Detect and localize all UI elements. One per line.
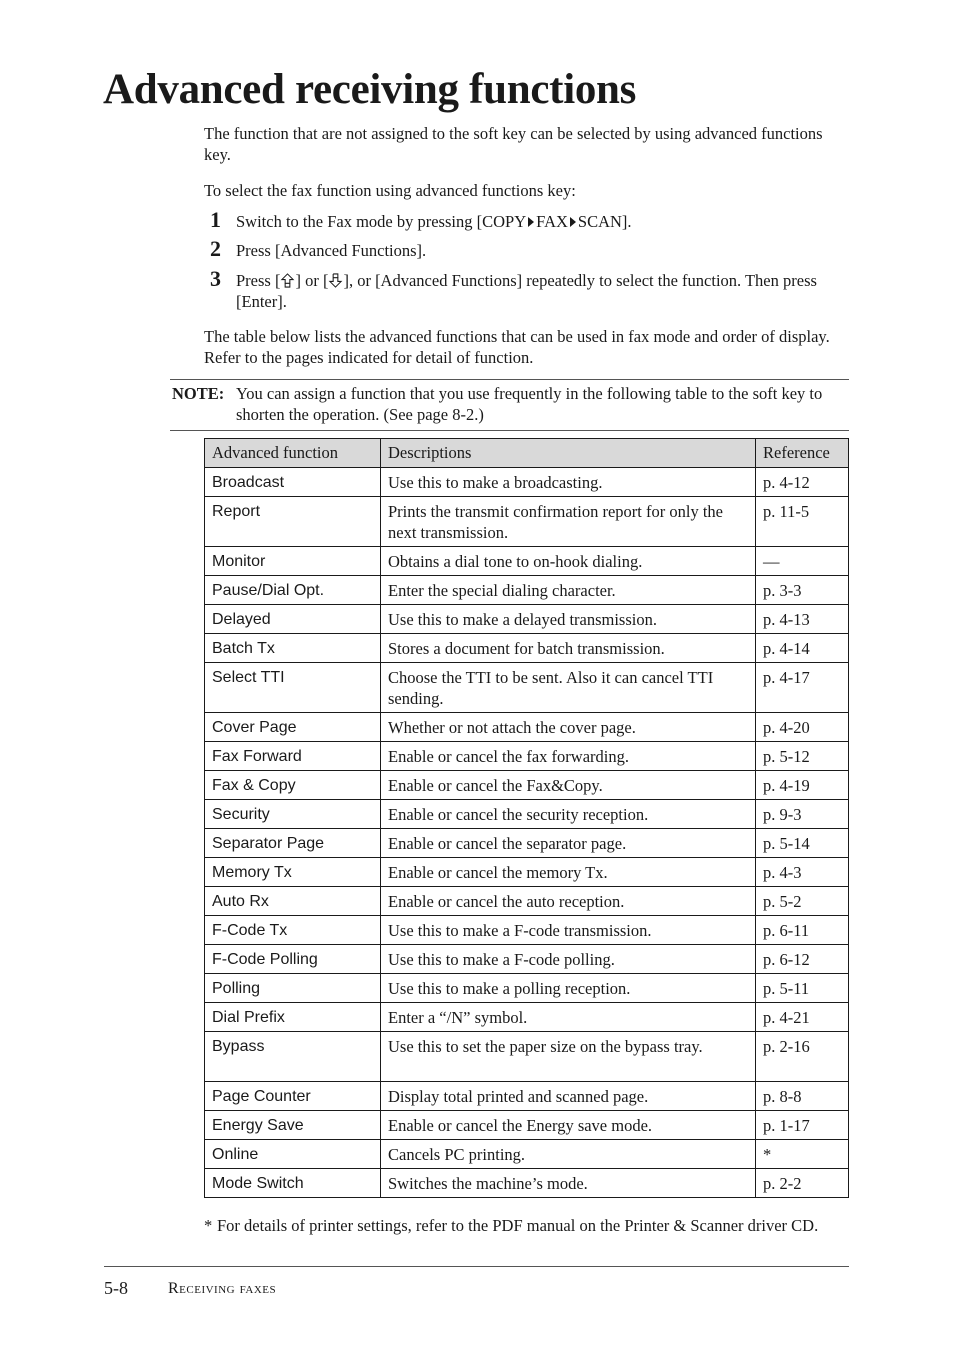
function-cell: Cover Page — [205, 713, 381, 742]
step-text-part: ], or [Advanced Functions] repeatedly to select the function. Then press [Enter]. — [236, 271, 817, 311]
function-cell: Online — [205, 1140, 381, 1169]
table-row — [205, 742, 849, 771]
step-number: 1 — [210, 207, 221, 232]
function-cell: Broadcast — [205, 468, 381, 497]
function-cell: Batch Tx — [205, 634, 381, 663]
reference-cell: p. 4-3 — [756, 858, 849, 887]
description-cell: Use this to make a F-code polling. — [381, 945, 756, 974]
description-cell: Cancels PC printing. — [381, 1140, 756, 1169]
footer-divider — [104, 1266, 849, 1267]
table-row — [205, 771, 849, 800]
step-number: 2 — [210, 236, 221, 261]
description-cell: Choose the TTI to be sent. Also it can cancel TTI sending. — [381, 663, 756, 713]
reference-cell: p. 8-8 — [756, 1082, 849, 1111]
function-cell: Select TTI — [205, 663, 381, 713]
table-row — [205, 663, 849, 713]
reference-cell: p. 3-3 — [756, 576, 849, 605]
step-text — [236, 211, 836, 232]
description-cell: Enable or cancel the security reception. — [381, 800, 756, 829]
function-cell: Page Counter — [205, 1082, 381, 1111]
description-cell: Use this to make a broadcasting. — [381, 468, 756, 497]
function-cell: Pause/Dial Opt. — [205, 576, 381, 605]
table-row — [205, 1169, 849, 1198]
description-cell: Enable or cancel the separator page. — [381, 829, 756, 858]
function-cell: Fax Forward — [205, 742, 381, 771]
table-row — [205, 1003, 849, 1032]
reference-cell: p. 4-14 — [756, 634, 849, 663]
function-cell: Bypass — [205, 1032, 381, 1082]
up-arrow-key-icon — [280, 273, 295, 288]
table-row — [205, 634, 849, 663]
reference-cell: p. 2-2 — [756, 1169, 849, 1198]
reference-cell: p. 1-17 — [756, 1111, 849, 1140]
step-number: 3 — [210, 266, 221, 291]
function-cell: Separator Page — [205, 829, 381, 858]
description-cell: Prints the transmit confirmation report for only the next transmission. — [381, 497, 756, 547]
description-cell: Use this to make a polling reception. — [381, 974, 756, 1003]
description-cell: Whether or not attach the cover page. — [381, 713, 756, 742]
table-header-row — [205, 439, 849, 468]
reference-cell: p. 4-12 — [756, 468, 849, 497]
description-cell: Stores a document for batch transmission. — [381, 634, 756, 663]
reference-cell: p. 9-3 — [756, 800, 849, 829]
description-cell: Enable or cancel the Energy save mode. — [381, 1111, 756, 1140]
table-row — [205, 887, 849, 916]
function-cell: F-Code Tx — [205, 916, 381, 945]
step-text-part: Switch to the Fax mode by pressing [COPY — [236, 212, 527, 231]
function-cell: Monitor — [205, 547, 381, 576]
function-cell: Security — [205, 800, 381, 829]
reference-cell: p. 4-17 — [756, 663, 849, 713]
step-text-part: Press [ — [236, 271, 281, 290]
reference-cell: p. 6-12 — [756, 945, 849, 974]
description-cell: Use this to make a delayed transmission. — [381, 605, 756, 634]
table-row — [205, 1111, 849, 1140]
table-row — [205, 713, 849, 742]
function-cell: Polling — [205, 974, 381, 1003]
description-cell: Enable or cancel the fax forwarding. — [381, 742, 756, 771]
table-row — [205, 829, 849, 858]
table-row — [205, 800, 849, 829]
table-row — [205, 945, 849, 974]
intro-paragraph: The function that are not assigned to the soft key can be selected by using advanced functions key. — [204, 124, 823, 164]
header-descriptions: Descriptions — [381, 439, 756, 468]
step-text: Press [Advanced Functions]. — [236, 241, 427, 260]
description-cell: Switches the machine’s mode. — [381, 1169, 756, 1198]
description-cell: Enable or cancel the Fax&Copy. — [381, 771, 756, 800]
reference-cell: — — [756, 547, 849, 576]
reference-cell: p. 6-11 — [756, 916, 849, 945]
table-row — [205, 1032, 849, 1082]
function-cell: Report — [205, 497, 381, 547]
note-divider-bottom — [170, 430, 849, 431]
function-cell: Energy Save — [205, 1111, 381, 1140]
footnote-text: For details of printer settings, refer to the PDF manual on the Printer & Scanner driver CD. — [217, 1216, 819, 1235]
function-cell: Auto Rx — [205, 887, 381, 916]
triangle-right-icon — [528, 217, 534, 227]
table-row — [205, 1082, 849, 1111]
description-cell: Display total printed and scanned page. — [381, 1082, 756, 1111]
advanced-functions-table — [204, 438, 849, 1198]
reference-cell: p. 11-5 — [756, 497, 849, 547]
reference-cell: p. 5-14 — [756, 829, 849, 858]
function-cell: Dial Prefix — [205, 1003, 381, 1032]
reference-cell: p. 5-2 — [756, 887, 849, 916]
note-text: You can assign a function that you use frequently in the following table to the soft key to shorten the operation. (See page 8-2.) — [236, 384, 823, 424]
table-row — [205, 468, 849, 497]
function-cell: Fax & Copy — [205, 771, 381, 800]
reference-cell: p. 4-21 — [756, 1003, 849, 1032]
select-instruction: To select the fax function using advanced functions key: — [204, 181, 576, 200]
reference-cell: p. 4-19 — [756, 771, 849, 800]
step-text — [236, 270, 836, 312]
description-cell: Use this to set the paper size on the bypass tray. — [381, 1032, 756, 1082]
table-row — [205, 916, 849, 945]
reference-cell: p. 4-20 — [756, 713, 849, 742]
note-label: NOTE: — [172, 384, 225, 403]
section-name: Receiving faxes — [168, 1280, 277, 1297]
step-text-part: FAX — [536, 212, 568, 231]
table-row — [205, 858, 849, 887]
reference-cell: p. 4-13 — [756, 605, 849, 634]
page-title: Advanced receiving functions — [103, 66, 637, 113]
down-arrow-key-icon — [328, 273, 343, 288]
table-row — [205, 576, 849, 605]
reference-cell: p. 5-11 — [756, 974, 849, 1003]
triangle-right-icon — [570, 217, 576, 227]
description-cell: Enter the special dialing character. — [381, 576, 756, 605]
header-reference: Reference — [756, 439, 849, 468]
table-row — [205, 547, 849, 576]
reference-cell: * — [756, 1140, 849, 1169]
function-cell: Mode Switch — [205, 1169, 381, 1198]
description-cell: Enable or cancel the memory Tx. — [381, 858, 756, 887]
note-divider-top — [170, 379, 849, 380]
reference-cell: p. 5-12 — [756, 742, 849, 771]
function-cell: F-Code Polling — [205, 945, 381, 974]
table-intro-paragraph: The table below lists the advanced functions that can be used in fax mode and order of display. Refer to the pages indicated for detail of function. — [204, 327, 830, 367]
table-row — [205, 605, 849, 634]
reference-cell: p. 2-16 — [756, 1032, 849, 1082]
function-cell: Memory Tx — [205, 858, 381, 887]
function-cell: Delayed — [205, 605, 381, 634]
description-cell: Enable or cancel the auto reception. — [381, 887, 756, 916]
footnote-mark: * — [204, 1216, 213, 1235]
description-cell: Use this to make a F-code transmission. — [381, 916, 756, 945]
table-row — [205, 1140, 849, 1169]
page-number: 5-8 — [104, 1278, 128, 1298]
description-cell: Obtains a dial tone to on-hook dialing. — [381, 547, 756, 576]
header-advanced-function: Advanced function — [205, 439, 381, 468]
description-cell: Enter a “/N” symbol. — [381, 1003, 756, 1032]
step-text-part: ] or [ — [295, 271, 329, 290]
table-row — [205, 497, 849, 547]
table-row — [205, 974, 849, 1003]
step-text-part: SCAN]. — [577, 212, 632, 231]
table-body — [205, 468, 849, 1198]
